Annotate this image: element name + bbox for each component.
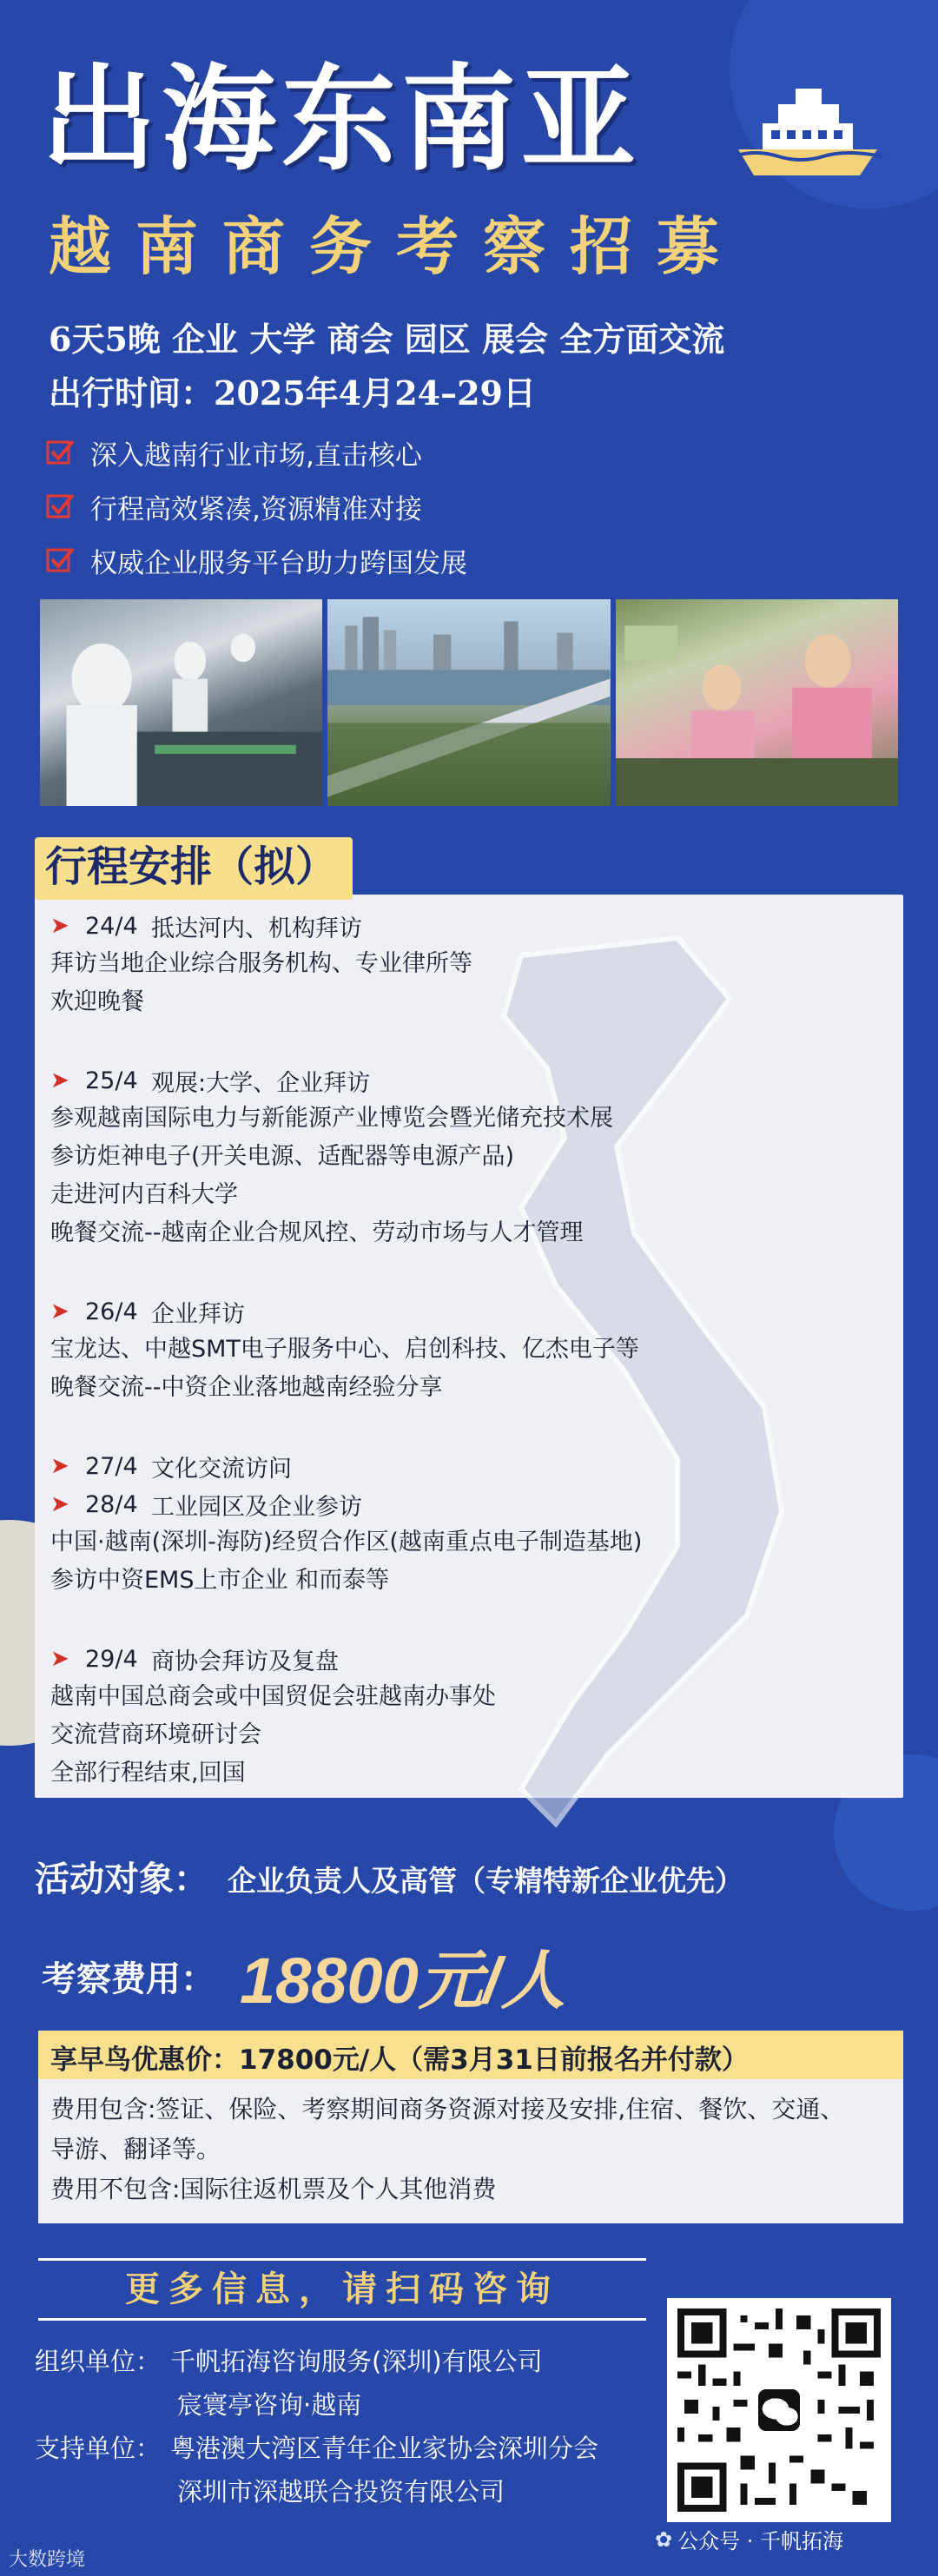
highlight-item bbox=[45, 533, 467, 587]
fee-includes-cont: 导游、翻译等。 bbox=[50, 2135, 221, 2163]
day-title: 文化交流访问 bbox=[151, 1455, 292, 1483]
day-detail: 晚餐交流--越南企业合规风控、劳动市场与人才管理 bbox=[50, 1219, 584, 1246]
target-label: 活动对象： bbox=[35, 1859, 208, 1899]
fee-label: 考察费用： bbox=[42, 1958, 215, 1999]
wechat-account-name: 公众号 · 千帆拓海 bbox=[677, 2529, 843, 2553]
itinerary-day bbox=[50, 1061, 884, 1252]
checkbox-icon bbox=[45, 438, 75, 467]
day-date: 25/4 bbox=[85, 1067, 138, 1094]
itinerary-day bbox=[50, 907, 884, 1021]
day-title: 观展:大学、企业拜访 bbox=[151, 1069, 371, 1097]
day-detail: 参访炬神电子(开关电源、适配器等电源产品) bbox=[50, 1143, 515, 1170]
factory-workers-photo bbox=[40, 599, 322, 806]
organizer-label: 组织单位： bbox=[35, 2347, 162, 2376]
day-detail: 参观越南国际电力与新能源产业博览会暨光储充技术展 bbox=[50, 1105, 613, 1132]
highlight-item bbox=[45, 479, 467, 533]
itinerary-day bbox=[50, 1640, 884, 1793]
highlight-item bbox=[45, 426, 467, 479]
day-title: 商协会拜访及复盘 bbox=[151, 1648, 339, 1675]
corner-logo: 大数跨境 bbox=[9, 2549, 86, 2571]
assembly-line-photo bbox=[616, 599, 898, 806]
photo-strip bbox=[40, 599, 898, 806]
organizers bbox=[35, 2340, 598, 2513]
wechat-icon: ✿ bbox=[655, 2526, 673, 2552]
qr-code[interactable] bbox=[667, 2298, 891, 2522]
arrow-right-icon: ➤ bbox=[50, 1491, 69, 1517]
page-subtitle: 越南商务考察招募 bbox=[49, 209, 744, 283]
arrow-right-icon: ➤ bbox=[50, 1646, 69, 1672]
page-title: 出海东南亚 bbox=[42, 53, 641, 187]
early-bird-price: 享早鸟优惠价：17800元/人（需3月31日前报名并付款） bbox=[38, 2031, 903, 2079]
day-date: 24/4 bbox=[85, 912, 138, 940]
trip-summary: 6天5晚 企业 大学 商会 园区 展会 全方面交流 bbox=[49, 320, 725, 359]
travel-dates: 出行时间：2025年4月24–29日 bbox=[49, 373, 536, 413]
qr-code-icon bbox=[677, 2308, 881, 2512]
checkbox-icon bbox=[45, 492, 75, 521]
day-date: 26/4 bbox=[85, 1298, 138, 1325]
day-title: 抵达河内、机构拜访 bbox=[151, 915, 362, 942]
city-bridge-photo bbox=[327, 599, 610, 806]
fee-includes: 费用包含:签证、保险、考察期间商务资源对接及安排,住宿、餐饮、交通、 bbox=[50, 2095, 845, 2124]
day-detail: 走进河内百科大学 bbox=[50, 1181, 238, 1208]
organizer-name: 宸寰亭咨询·越南 bbox=[177, 2390, 362, 2420]
fee-excludes: 费用不包含:国际往返机票及个人其他消费 bbox=[50, 2175, 497, 2203]
arrow-right-icon: ➤ bbox=[50, 1298, 69, 1324]
itinerary-title: 行程安排（拟） bbox=[35, 837, 353, 900]
target-audience bbox=[35, 1852, 743, 1901]
arrow-right-icon: ➤ bbox=[50, 1067, 69, 1093]
day-date: 28/4 bbox=[85, 1490, 138, 1518]
day-date: 27/4 bbox=[85, 1452, 138, 1480]
day-detail: 交流营商环境研讨会 bbox=[50, 1721, 261, 1748]
wechat-account bbox=[655, 2524, 843, 2554]
ship-icon bbox=[730, 69, 886, 182]
highlight-text: 权威企业服务平台助力跨国发展 bbox=[90, 547, 467, 579]
early-bird-box bbox=[38, 2031, 903, 2223]
highlight-text: 行程高效紧凑,资源精准对接 bbox=[90, 493, 422, 525]
organizer-name: 千帆拓海咨询服务(深圳)有限公司 bbox=[170, 2347, 543, 2376]
itinerary-day bbox=[50, 1292, 884, 1407]
day-title: 工业园区及企业参访 bbox=[151, 1493, 362, 1521]
highlight-list bbox=[45, 426, 467, 587]
fee-price: 18800元/人 bbox=[240, 1945, 565, 2017]
highlight-text: 深入越南行业市场,直击核心 bbox=[90, 439, 422, 472]
day-detail: 全部行程结束,回国 bbox=[50, 1760, 246, 1787]
day-detail: 参访中资EMS上市企业 和而泰等 bbox=[50, 1567, 390, 1594]
day-detail: 宝龙达、中越SMT电子服务中心、启创科技、亿杰电子等 bbox=[50, 1336, 639, 1363]
day-detail: 晚餐交流--中资企业落地越南经验分享 bbox=[50, 1374, 443, 1401]
supporter-name: 粤港澳大湾区青年企业家协会深圳分会 bbox=[170, 2434, 599, 2463]
supporter-label: 支持单位： bbox=[35, 2434, 162, 2463]
day-title: 企业拜访 bbox=[151, 1300, 245, 1328]
day-detail: 越南中国总商会或中国贸促会驻越南办事处 bbox=[50, 1683, 496, 1710]
itinerary-day bbox=[50, 1447, 884, 1600]
day-date: 29/4 bbox=[85, 1645, 138, 1673]
checkbox-icon bbox=[45, 545, 75, 575]
itinerary-list bbox=[50, 907, 884, 1833]
arrow-right-icon: ➤ bbox=[50, 913, 69, 939]
more-info-banner: 更多信息，请扫码咨询 bbox=[38, 2258, 646, 2321]
target-value: 企业负责人及高管（专精特新企业优先） bbox=[228, 1864, 743, 1898]
day-detail: 中国·越南(深圳-海防)经贸合作区(越南重点电子制造基地) bbox=[50, 1529, 643, 1556]
day-detail: 拜访当地企业综合服务机构、专业律所等 bbox=[50, 950, 472, 977]
supporter-name: 深圳市深越联合投资有限公司 bbox=[177, 2477, 505, 2507]
fee-section bbox=[42, 1930, 565, 2022]
arrow-right-icon: ➤ bbox=[50, 1453, 69, 1479]
day-detail: 欢迎晚餐 bbox=[50, 988, 144, 1015]
